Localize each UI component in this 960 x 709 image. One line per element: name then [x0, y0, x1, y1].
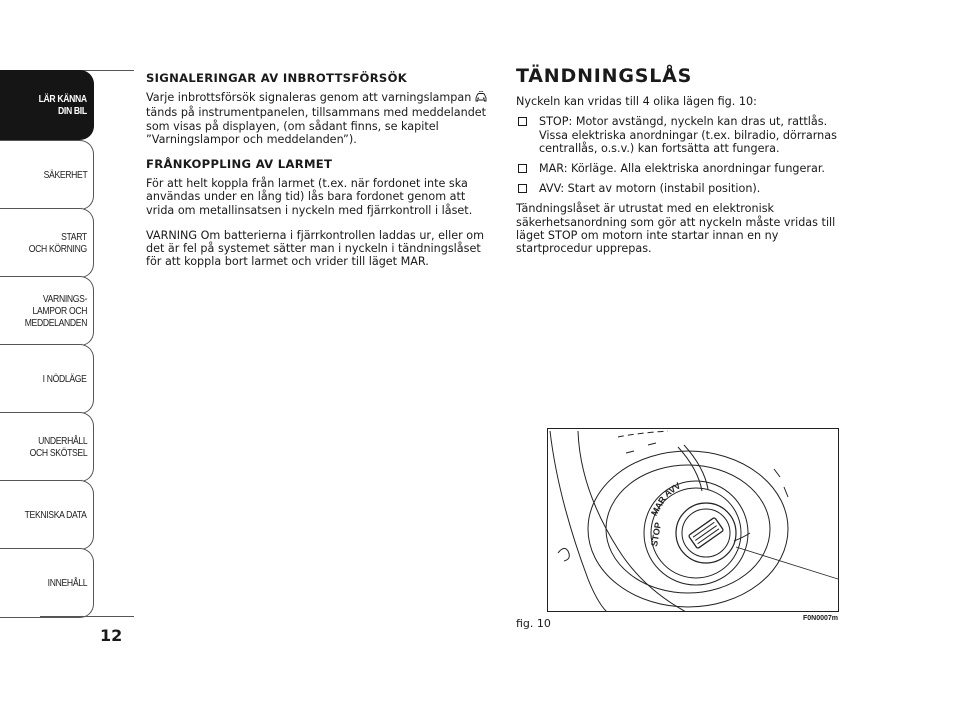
paragraph: Tändningslåset är utrustat med en elektronisk säkerhetsanordning som gör att nyckeln måste vridas till läget STOP om motorn inte startar innan en ny startprocedur upprepas. [516, 202, 836, 256]
tab-label: UNDERHÅLL OCH SKÖTSEL [29, 435, 87, 459]
tab-label: START OCH KÖRNING [28, 231, 87, 255]
tab-divider [40, 616, 134, 617]
left-column [146, 72, 496, 280]
ignition-lock-figure [547, 428, 839, 612]
car-alarm-warning-icon [474, 91, 488, 106]
page-title: TÄNDNINGSLÅS [516, 65, 693, 87]
checkbox-bullet-icon [518, 164, 527, 173]
list-item [516, 182, 846, 195]
tab-label: LÄR KÄNNA DIN BIL [38, 93, 87, 117]
tab-label: SÄKERHET [43, 169, 87, 181]
right-column [516, 65, 846, 267]
figure-code: F0N0007m [803, 615, 839, 622]
list-item-text: STOP: Motor avstängd, nyckeln kan dras ut, rattlås. Vissa elektriska anordningar (t.ex. bilradio, dörrarnas centrallås, o.s.v.) kan fortsätta att fungera. [539, 115, 837, 155]
tab-label: TEKNISKA DATA [25, 509, 87, 521]
section-heading: FRÅNKOPPLING AV LARMET [146, 157, 333, 172]
list-item-text: AVV: Start av motorn (instabil position). [539, 182, 761, 196]
paragraph [146, 91, 496, 146]
list-item [516, 115, 846, 155]
ignition-lock-illustration [548, 429, 839, 612]
page-number: 12 [100, 626, 123, 645]
list-item-text: MAR: Körläge. Alla elektriska anordningar fungerar. [539, 162, 825, 176]
checkbox-bullet-icon [518, 117, 527, 126]
checkbox-bullet-icon [518, 184, 527, 193]
tab-start-och-korning[interactable] [0, 208, 94, 278]
tab-underhall[interactable] [0, 412, 94, 482]
avv-position-label: AVV [662, 480, 683, 499]
paragraph: För att helt koppla från larmet (t.ex. när fordonet inte ska användas under en lång tid) lås bara fordonet genom att vrida om metallinsatsen i nyckeln med fjärrkontroll i låset. [146, 177, 473, 217]
paragraph-text: Varje inbrottsförsök signaleras genom att varningslampan [146, 91, 472, 105]
intro-text: Nyckeln kan vridas till 4 olika lägen fig. 10: [516, 95, 757, 109]
tab-i-nodlage[interactable] [0, 344, 94, 414]
tab-sakerhet[interactable] [0, 140, 94, 210]
section-heading: SIGNALERINGAR AV INBROTTSFÖRSÖK [146, 71, 408, 85]
tab-tekniska-data[interactable] [0, 480, 94, 550]
figure-caption: fig. 10 [516, 617, 551, 630]
tab-label: INNEHÅLL [47, 577, 87, 589]
paragraph-text: tänds på instrumentpanelen, tillsammans med meddelandet som visas på displayen, (om sådant finns, se kapitel ”Varningslampor och meddelanden”). [146, 106, 487, 146]
tab-label: VARNINGS- LAMPOR OCH MEDDELANDEN [24, 293, 87, 329]
paragraph: VARNING Om batterierna i fjärrkontrollen laddas ur, eller om det är fel på systemet sätter man i nyckeln i tändningslåset för att koppla bort larmet och vrider till läget MAR. [146, 228, 484, 269]
tab-lar-kanna-din-bil[interactable] [0, 70, 94, 140]
stop-position-label: STOP [649, 521, 664, 548]
list-item [516, 162, 846, 175]
tab-innehall[interactable] [0, 548, 94, 618]
mar-position-label: MAR [649, 494, 668, 518]
tab-varningslampor[interactable] [0, 276, 94, 346]
tab-label: I NÖDLÄGE [43, 373, 87, 385]
